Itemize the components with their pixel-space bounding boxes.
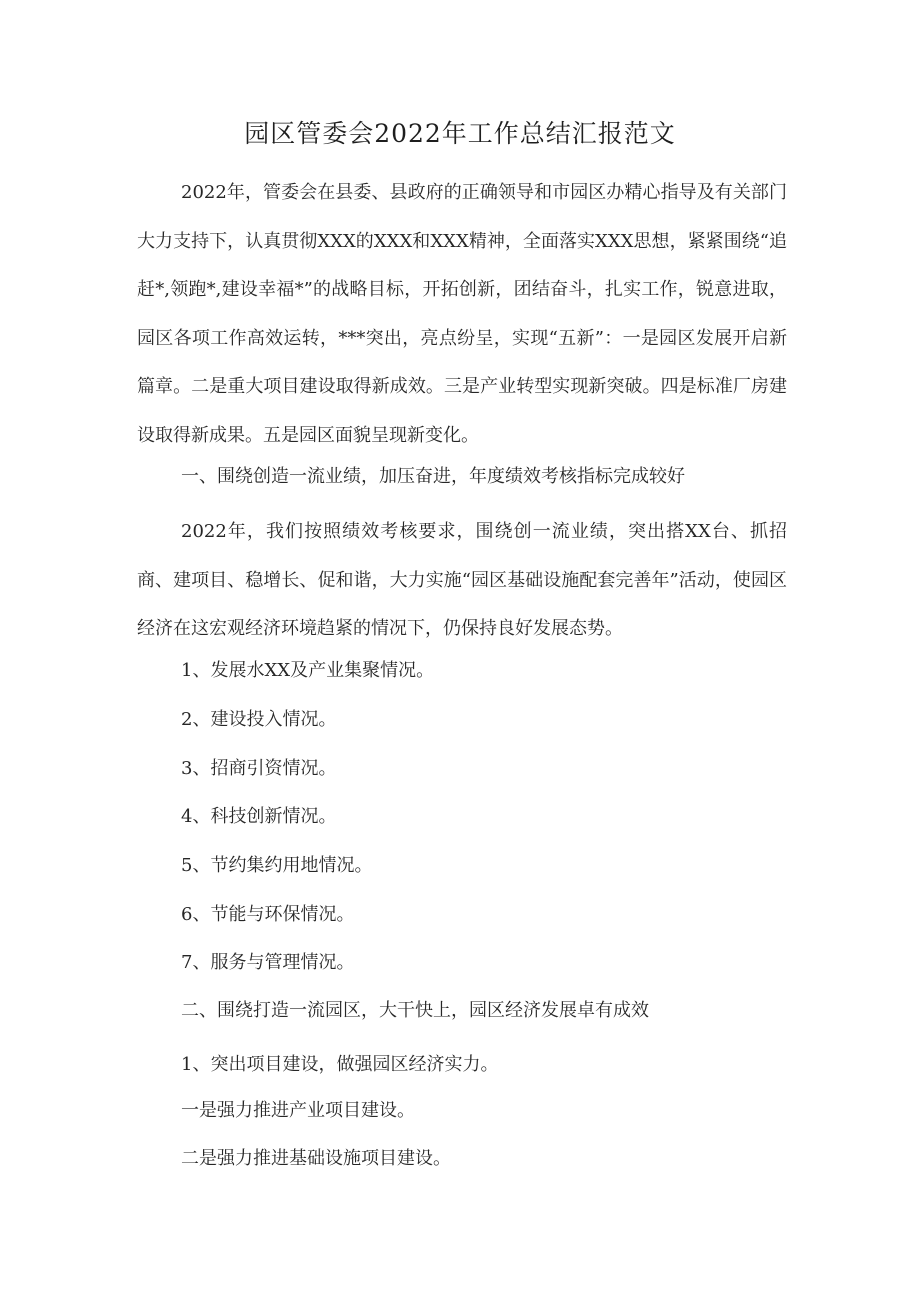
section1-item: 7、服务与管理情况。: [181, 952, 355, 973]
section1-item: 4、科技创新情况。: [181, 806, 337, 827]
section2-point: 二是强力推进基础设施项目建设。: [181, 1148, 451, 1169]
section2-point: 一是强力推进产业项目建设。: [181, 1100, 415, 1121]
section1-item: 3、招商引资情况。: [181, 758, 337, 779]
section1-item: 2、建设投入情况。: [181, 709, 337, 730]
section2-heading: 二、围绕打造一流园区，大干快上，园区经济发展卓有成效: [181, 1000, 649, 1021]
section1-item: 1、发展水XX及产业集聚情况。: [181, 660, 435, 681]
section2-subheading: 1、突出项目建设，做强园区经济实力。: [181, 1054, 499, 1075]
intro-paragraph: 2022年，管委会在县委、县政府的正确领导和市园区办精心指导及有关部门大力支持下，认真贯彻XXX的XXX和XXX精神，全面落实XXX思想，紧紧围绕“追赶*,领跑*,建设幸福*”的战略目标，开拓创新，团结奋斗，扎实工作，锐意进取，园区各项工作高效运转，***突出，亮点纷呈，实现“五新”：一是园区发展开启新篇章。二是重大项目建设取得新成效。三是产业转型实现新突破。四是标准厂房建设取得新成果。五是园区面貌呈现新变化。: [137, 182, 787, 446]
document-title: 园区管委会2022年工作总结汇报范文: [244, 119, 676, 148]
section1-item: 6、节能与环保情况。: [181, 904, 355, 925]
section1-item: 5、节约集约用地情况。: [181, 855, 373, 876]
section1-paragraph: 2022年，我们按照绩效考核要求，围绕创一流业绩，突出搭XX台、抓招商、建项目、稳增长、促和谐，大力实施“园区基础设施配套完善年”活动，使园区经济在这宏观经济环境趋紧的情况下，仍保持良好发展态势。: [137, 521, 787, 639]
section1-heading: 一、围绕创造一流业绩，加压奋进，年度绩效考核指标完成较好: [181, 466, 685, 487]
